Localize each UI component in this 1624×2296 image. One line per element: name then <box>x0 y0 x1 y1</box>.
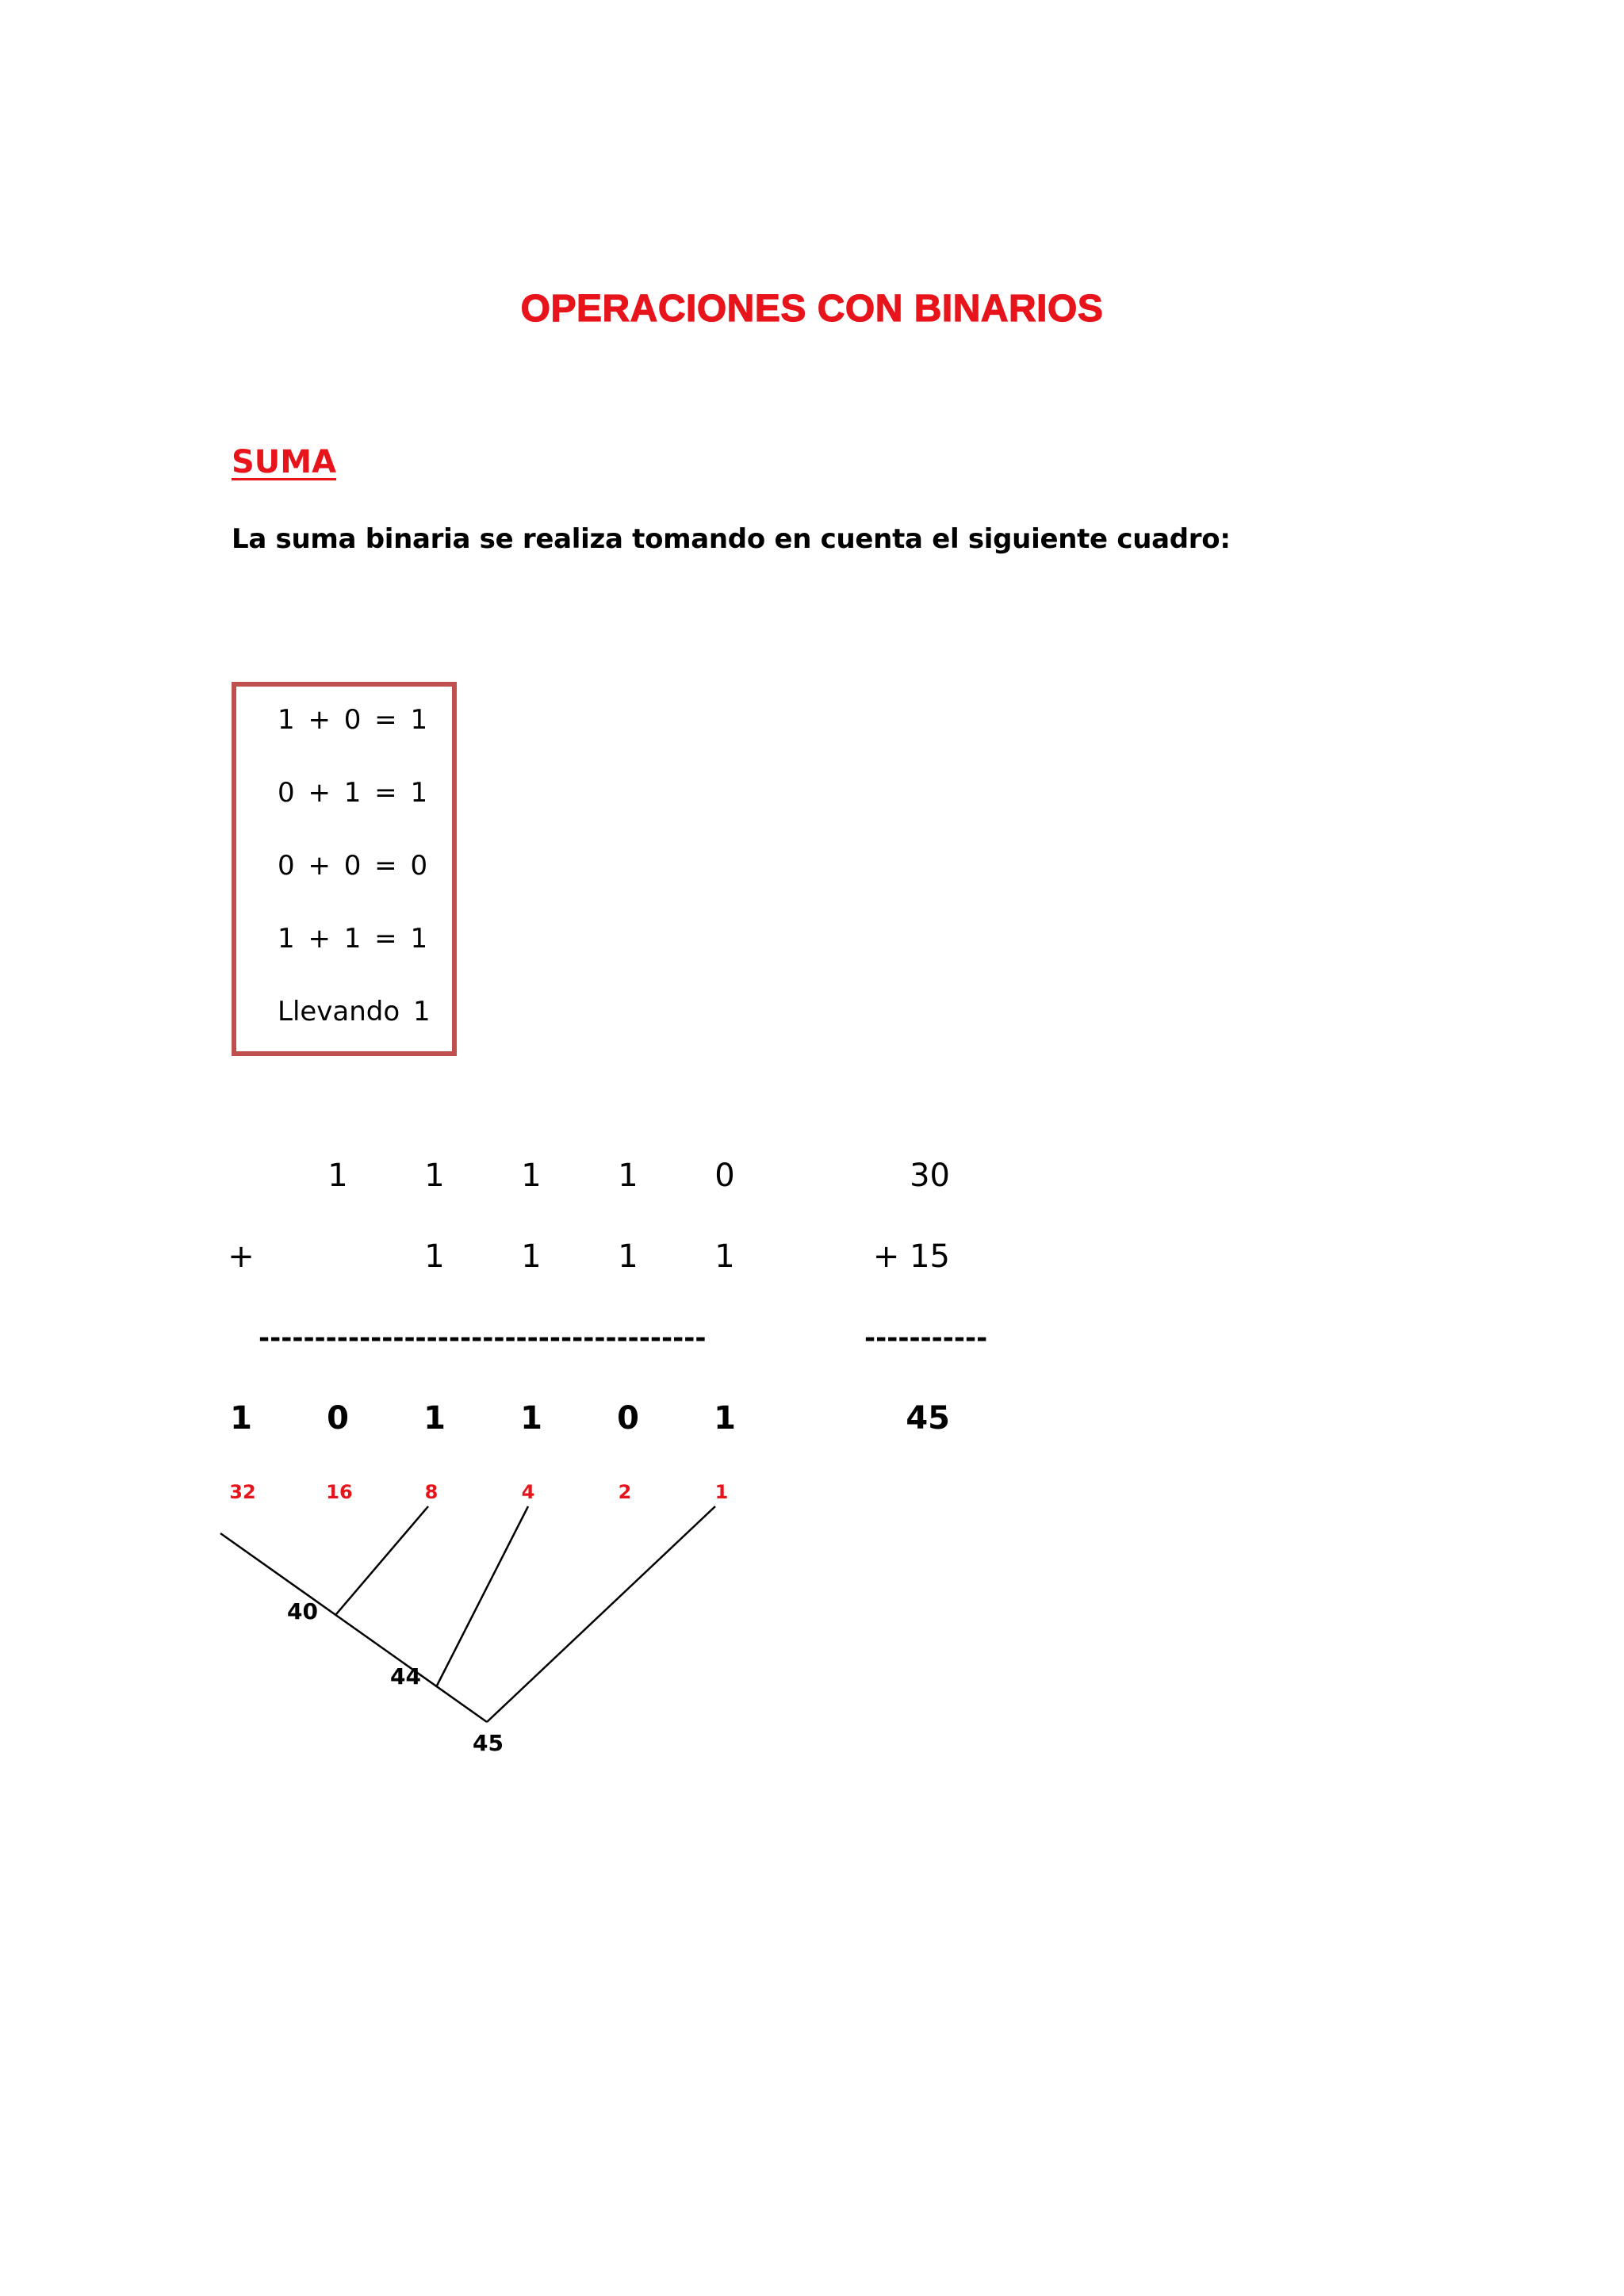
tree-branch-8 <box>336 1506 428 1614</box>
place-weight: 8 <box>424 1481 439 1503</box>
row1-digit: 1 <box>327 1158 348 1194</box>
place-weight: 2 <box>618 1481 632 1503</box>
row2-digit: 1 <box>618 1238 638 1275</box>
row2-digit: 1 <box>714 1238 735 1275</box>
separator-decimal: ----------- <box>864 1322 988 1354</box>
decimal-result: 45 <box>906 1400 950 1437</box>
result-digit: 1 <box>714 1400 736 1437</box>
row1-digit: 0 <box>714 1158 735 1194</box>
separator-binary: ---------------------------------------- <box>259 1322 707 1354</box>
rule-line: 0 + 1 = 1 <box>278 777 428 809</box>
place-weight: 1 <box>714 1481 729 1503</box>
result-digit: 0 <box>327 1400 349 1437</box>
tree-branch-1 <box>487 1506 715 1722</box>
tree-branch-main <box>220 1533 487 1722</box>
rule-line: 1 + 0 = 1 <box>278 704 428 736</box>
rule-line: 1 + 1 = 1 <box>278 923 428 955</box>
plus-sign: + <box>228 1238 255 1275</box>
tree-sum-label: 40 <box>287 1598 318 1624</box>
row2-digit: 1 <box>521 1238 542 1275</box>
section-heading: SUMA <box>232 444 337 480</box>
place-weight: 32 <box>229 1481 256 1503</box>
place-weight: 16 <box>326 1481 353 1503</box>
result-digit: 1 <box>230 1400 252 1437</box>
row1-digit: 1 <box>521 1158 542 1194</box>
decimal-b: + 15 <box>872 1238 950 1275</box>
row1-digit: 1 <box>618 1158 638 1194</box>
rule-line: Llevando 1 <box>278 996 431 1027</box>
row2-digit: 1 <box>424 1238 445 1275</box>
page-title: OPERACIONES CON BINARIOS <box>520 288 1104 330</box>
rule-line: 0 + 0 = 0 <box>278 850 428 882</box>
result-digit: 1 <box>423 1400 446 1437</box>
decimal-a: 30 <box>910 1158 950 1194</box>
result-digit: 0 <box>617 1400 639 1437</box>
row1-digit: 1 <box>424 1158 445 1194</box>
tree-sum-label: 44 <box>390 1663 421 1689</box>
intro-paragraph: La suma binaria se realiza tomando en cuenta el siguiente cuadro: <box>232 523 1231 555</box>
tree-branch-4 <box>436 1506 528 1687</box>
place-weight: 4 <box>521 1481 535 1503</box>
tree-sum-label: 45 <box>473 1730 504 1756</box>
result-digit: 1 <box>520 1400 542 1437</box>
